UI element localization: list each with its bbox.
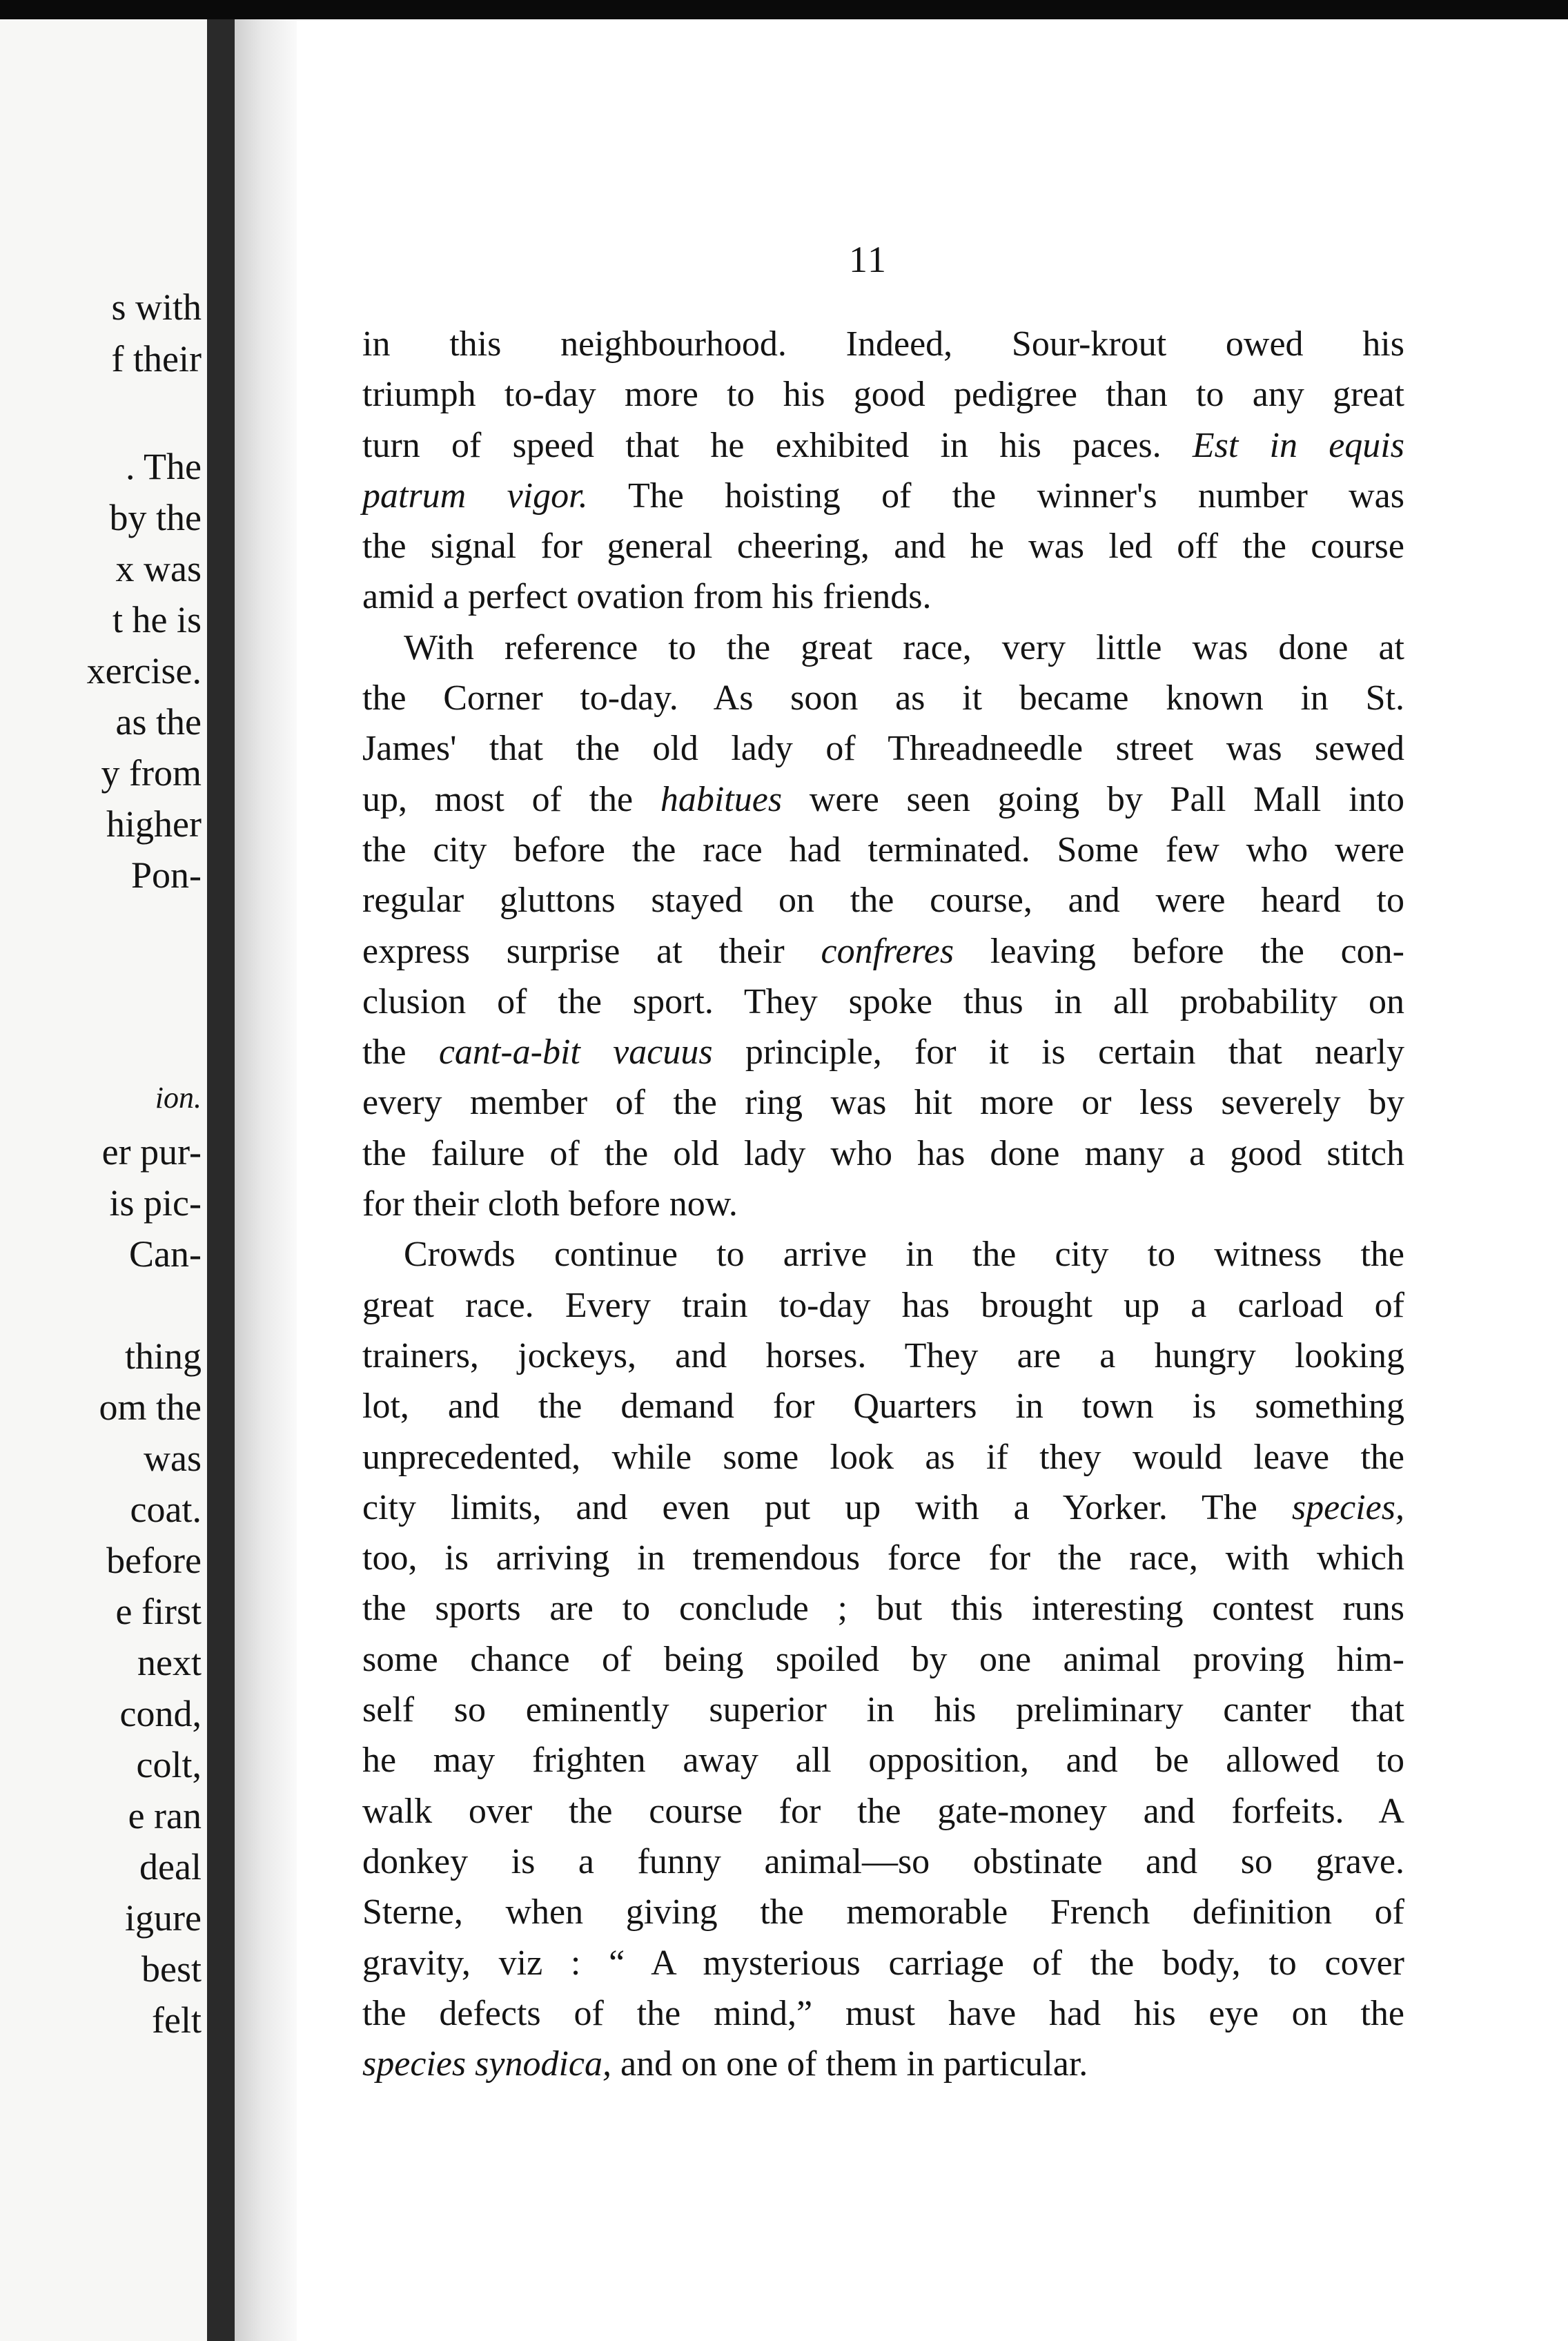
text-line: James' that the old lady of Threadneedle street was sewed bbox=[362, 729, 1404, 769]
text-line: the signal for general cheering, and he was led off the course bbox=[362, 527, 1404, 567]
text-line: great race. Every train to-day has brought up a carload of bbox=[362, 1285, 1404, 1325]
text-line: the sports are to conclude ; but this interesting contest runs bbox=[362, 1589, 1404, 1629]
text-line: self so eminently superior in his preliminary canter that bbox=[362, 1690, 1404, 1730]
left-page-fragment: s with bbox=[111, 286, 202, 328]
left-page-fragment: deal bbox=[139, 1846, 202, 1888]
text-line: triumph to-day more to his good pedigree than to any great bbox=[362, 375, 1404, 415]
text-line: Crowds continue to arrive in the city to witness the bbox=[404, 1235, 1404, 1275]
text-line: With reference to the great race, very little was done at bbox=[404, 627, 1404, 667]
left-page-fragment: was bbox=[144, 1438, 202, 1479]
page-body-text bbox=[362, 319, 1404, 2089]
left-page-fragment: as the bbox=[115, 701, 202, 743]
text-line: for their cloth before now. bbox=[362, 1184, 738, 1224]
left-page-edge bbox=[0, 19, 207, 2341]
left-page-fragment: higher bbox=[106, 803, 202, 845]
text-line: he may frighten away all opposition, and be allowed to bbox=[362, 1741, 1404, 1781]
text-line: the cant-a-bit vacuus principle, for it is certain that nearly bbox=[362, 1032, 1404, 1072]
left-page-fragment: f their bbox=[111, 338, 202, 380]
left-page-fragment: e ran bbox=[128, 1795, 202, 1836]
book-gutter bbox=[207, 19, 235, 2341]
left-page-fragment: x was bbox=[115, 548, 202, 589]
left-page-fragment: igure bbox=[125, 1897, 202, 1939]
text-line: walk over the course for the gate-money and forfeits. A bbox=[362, 1791, 1404, 1831]
page-number: 11 bbox=[849, 239, 888, 280]
left-page-fragment: by the bbox=[109, 497, 202, 538]
left-page-fragment: om the bbox=[99, 1387, 202, 1428]
text-line: turn of speed that he exhibited in his paces. Est in equis bbox=[362, 425, 1404, 465]
text-line: lot, and the demand for Quarters in town is something bbox=[362, 1387, 1404, 1427]
text-line: up, most of the habitues were seen going by Pall Mall into bbox=[362, 779, 1404, 819]
left-page-fragment: . The bbox=[126, 446, 202, 487]
left-page-fragment: is pic- bbox=[109, 1182, 202, 1224]
text-line: the defects of the mind,” must have had his eye on the bbox=[362, 1993, 1404, 2033]
text-line: clusion of the sport. They spoke thus in all probability on bbox=[362, 981, 1404, 1021]
text-line: unprecedented, while some look as if they would leave the bbox=[362, 1437, 1404, 1477]
text-line: gravity, viz : “ A mysterious carriage of the body, to cover bbox=[362, 1943, 1404, 1983]
left-page-fragment: t he is bbox=[112, 599, 202, 640]
paragraph bbox=[362, 319, 1404, 623]
paragraph bbox=[362, 1229, 1404, 2089]
left-page-fragment: thing bbox=[124, 1335, 202, 1377]
text-line: express surprise at their confreres leaving before the con- bbox=[362, 931, 1404, 971]
text-line: in this neighbourhood. Indeed, Sour-krout owed his bbox=[362, 324, 1404, 364]
left-page-fragment: before bbox=[106, 1540, 202, 1581]
left-page-fragment: colt, bbox=[136, 1744, 202, 1785]
left-page-fragment: er pur- bbox=[101, 1131, 202, 1173]
left-page-fragment: y from bbox=[101, 752, 202, 794]
scan-top-border bbox=[0, 0, 1568, 19]
text-line: every member of the ring was hit more or less severely by bbox=[362, 1083, 1404, 1123]
left-page-fragment: Pon- bbox=[130, 854, 202, 896]
text-line: trainers, jockeys, and horses. They are a hungry looking bbox=[362, 1335, 1404, 1375]
text-line: amid a perfect ovation from his friends. bbox=[362, 577, 932, 617]
left-page-fragment: coat. bbox=[130, 1489, 202, 1530]
text-line: patrum vigor. The hoisting of the winner's number was bbox=[362, 476, 1404, 516]
text-line: regular gluttons stayed on the course, and were heard to bbox=[362, 881, 1404, 921]
left-page-fragment: best bbox=[141, 1948, 202, 1990]
left-page-fragment: ion. bbox=[155, 1081, 202, 1115]
text-line: species synodica, and on one of them in particular. bbox=[362, 2044, 1088, 2084]
text-line: too, is arriving in tremendous force for the race, with which bbox=[362, 1538, 1404, 1578]
left-page-fragment: e first bbox=[115, 1591, 202, 1632]
text-line: donkey is a funny animal—so obstinate and so grave. bbox=[362, 1841, 1404, 1881]
text-line: the city before the race had terminated. Some few who were bbox=[362, 830, 1404, 870]
text-line: city limits, and even put up with a Yorker. The species, bbox=[362, 1487, 1404, 1527]
text-line: some chance of being spoiled by one animal proving him- bbox=[362, 1639, 1404, 1679]
left-page-fragment: xercise. bbox=[86, 650, 202, 692]
left-page-fragment: cond, bbox=[119, 1693, 202, 1734]
left-page-fragment: felt bbox=[152, 1999, 202, 2041]
paragraph bbox=[362, 623, 1404, 1230]
text-line: Sterne, when giving the memorable French definition of bbox=[362, 1892, 1404, 1932]
left-page-fragment: next bbox=[137, 1642, 202, 1683]
left-page-fragment: Can- bbox=[129, 1233, 202, 1275]
text-line: the failure of the old lady who has done many a good stitch bbox=[362, 1133, 1404, 1173]
text-line: the Corner to-day. As soon as it became known in St. bbox=[362, 678, 1404, 718]
